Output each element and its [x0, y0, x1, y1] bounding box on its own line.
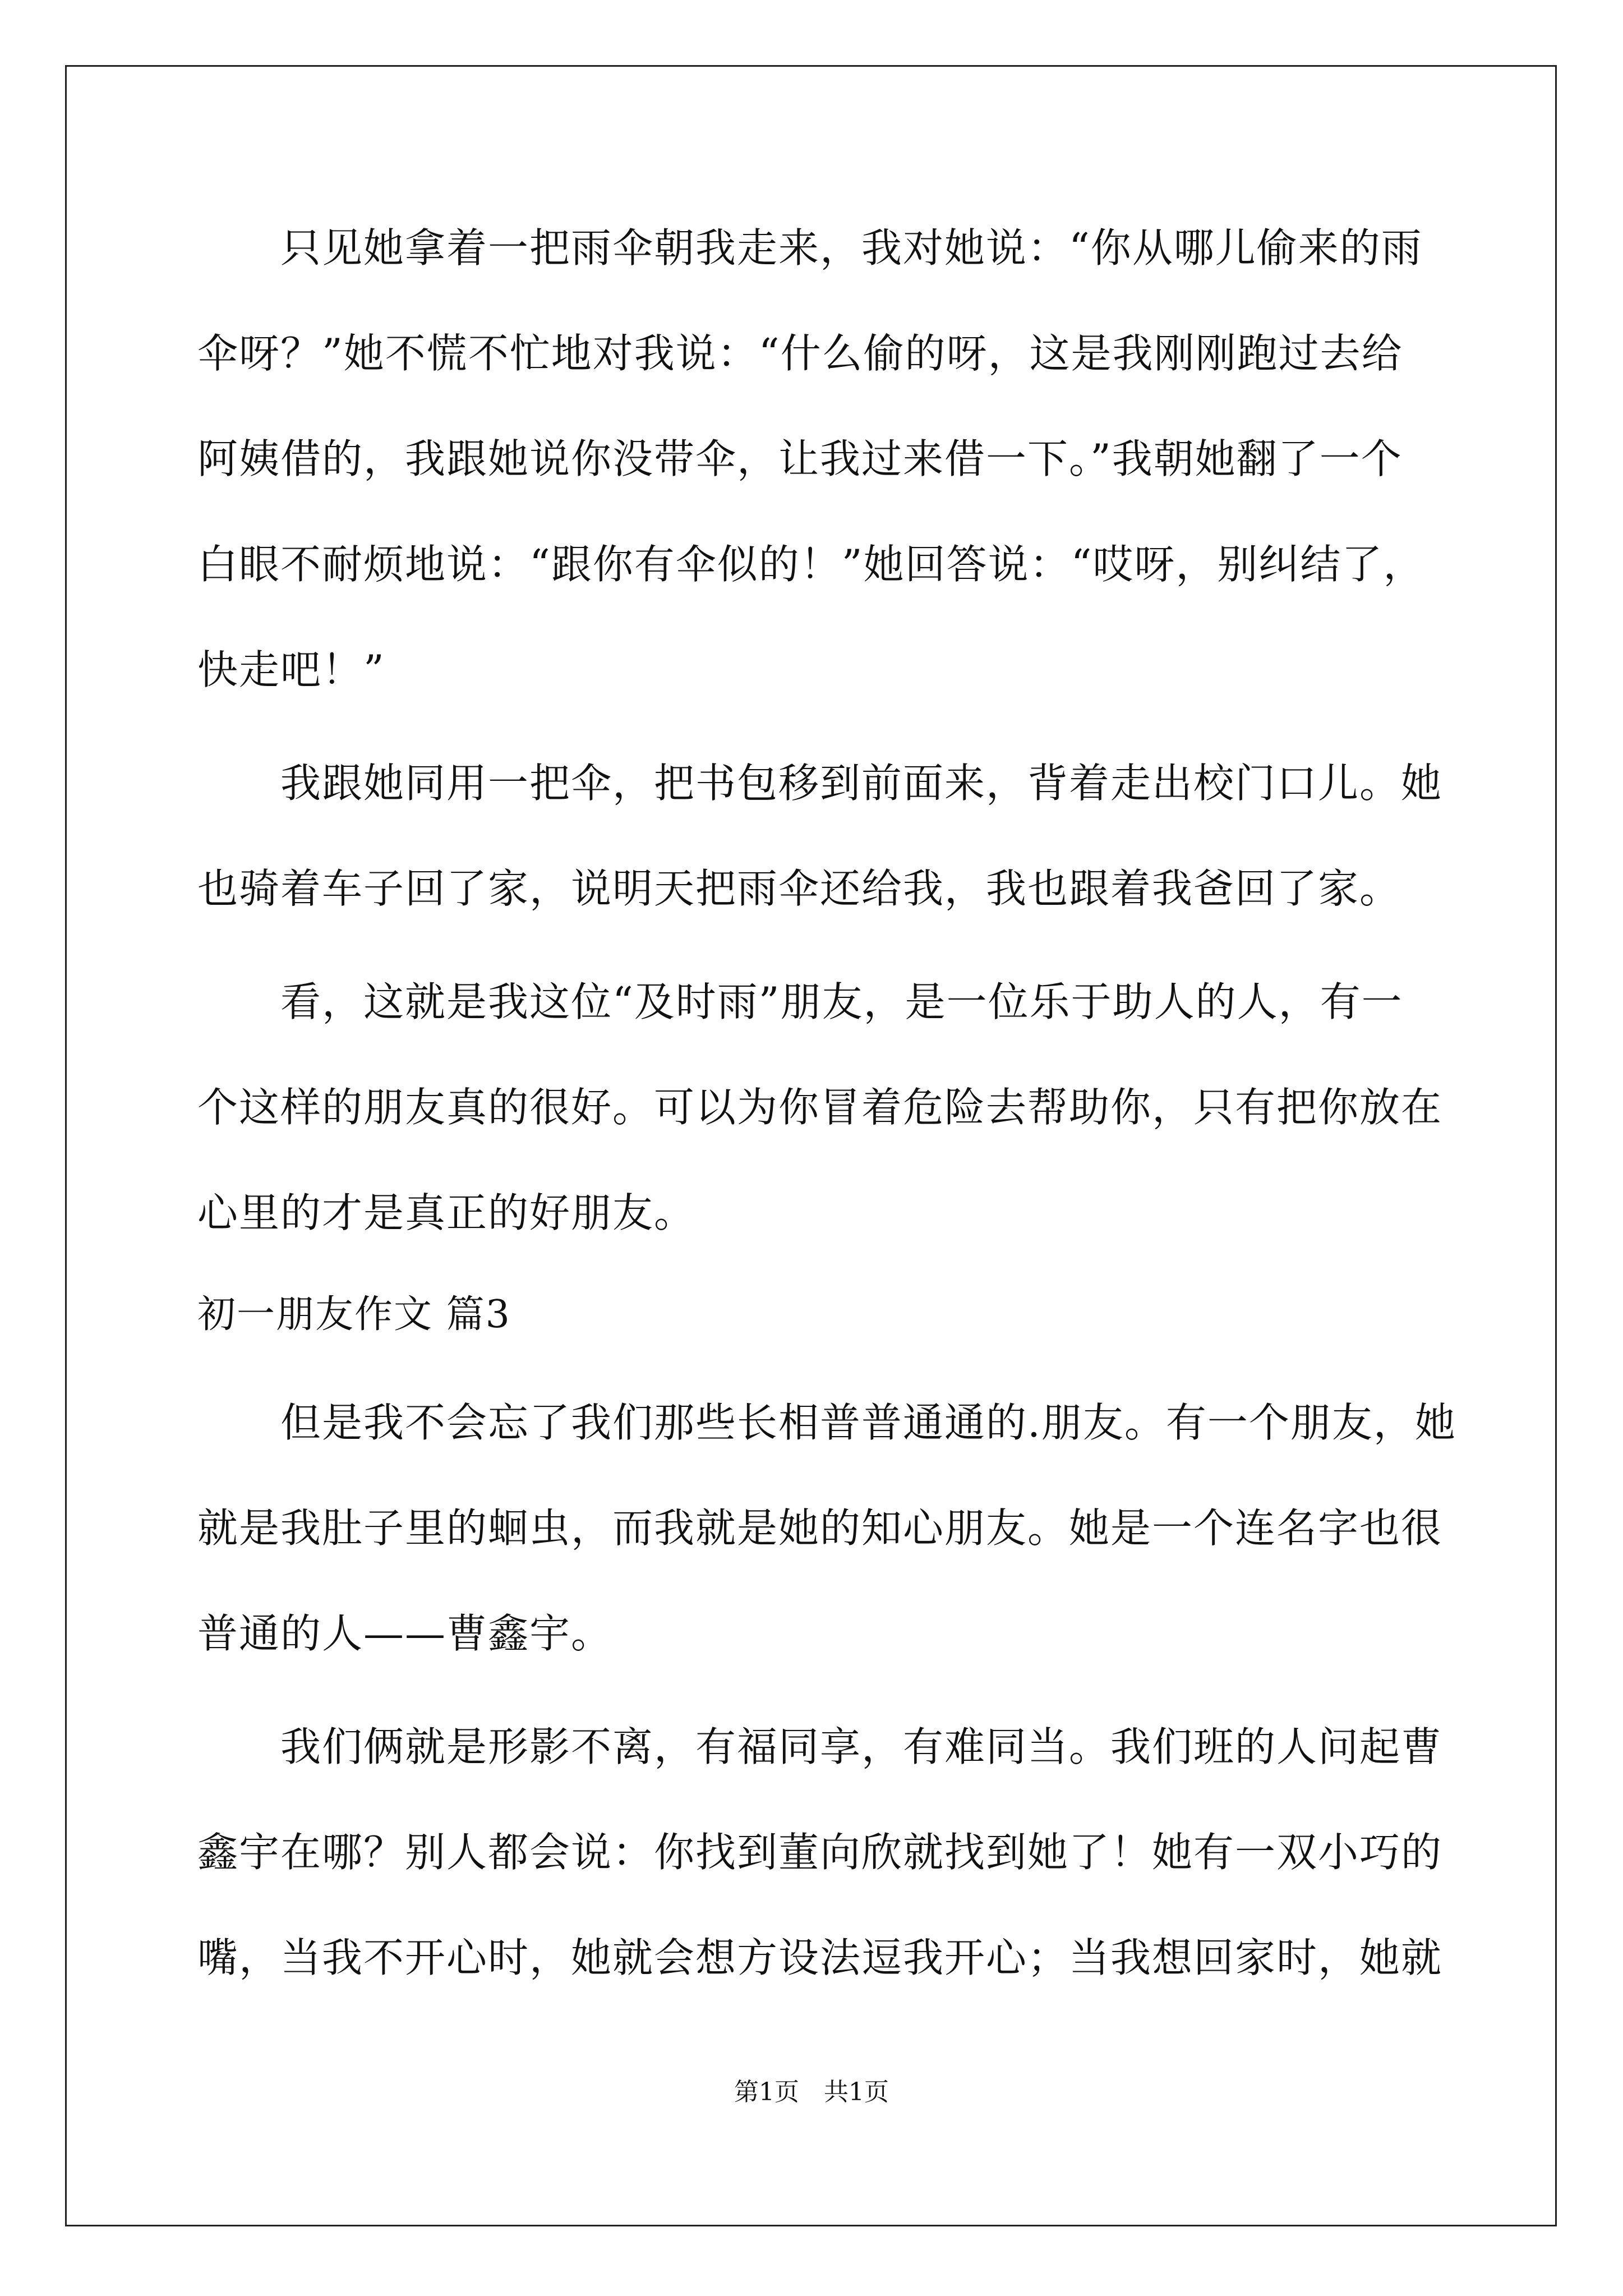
paragraph-line: 但是我不会忘了我们那些长相普普通通的.朋友。有一个朋友，她: [280, 1399, 1456, 1446]
paragraph-line: 看，这就是我这位“及时雨”朋友，是一位乐于助人的人，有一: [280, 978, 1403, 1025]
paragraph-line: 个这样的朋友真的很好。可以为你冒着危险去帮助你，只有把你放在: [197, 1084, 1443, 1131]
paragraph-line: 快走吧！”: [197, 646, 385, 693]
page-border: [65, 65, 1557, 2226]
section-heading: 初一朋友作文 篇3: [197, 1292, 511, 1337]
paragraph-line: 也骑着车子回了家，说明天把雨伞还给我，我也跟着我爸回了家。: [197, 865, 1401, 912]
page-footer: 第1页 共1页: [734, 2078, 889, 2106]
paragraph-line: 我跟她同用一把伞，把书包移到前面来，背着走出校门口儿。她: [280, 760, 1443, 807]
paragraph-line: 就是我肚子里的蛔虫，而我就是她的知心朋友。她是一个连名字也很: [197, 1504, 1443, 1552]
paragraph-line: 只见她拿着一把雨伞朝我走来，我对她说：“你从哪儿偷来的雨: [280, 224, 1423, 272]
paragraph-line: 嘴，当我不开心时，她就会想方设法逗我开心；当我想回家时，她就: [197, 1934, 1443, 1981]
paragraph-line: 白眼不耐烦地说：“跟你有伞似的！”她回答说：“哎呀，别纠结了，: [197, 541, 1425, 588]
paragraph-line: 心里的才是真正的好朋友。: [197, 1189, 696, 1236]
paragraph-line: 阿姨借的，我跟她说你没带伞，让我过来借一下。”我朝她翻了一个: [197, 435, 1403, 482]
paragraph-line: 鑫宇在哪？别人都会说：你找到董向欣就找到她了！她有一双小巧的: [197, 1829, 1443, 1876]
paragraph-line: 我们俩就是形影不离，有福同享，有难同当。我们班的人问起曹: [280, 1723, 1443, 1770]
paragraph-line: 普通的人——曹鑫宇。: [197, 1610, 613, 1657]
paragraph-line: 伞呀？”她不慌不忙地对我说：“什么偷的呀，这是我刚刚跑过去给: [197, 330, 1403, 377]
